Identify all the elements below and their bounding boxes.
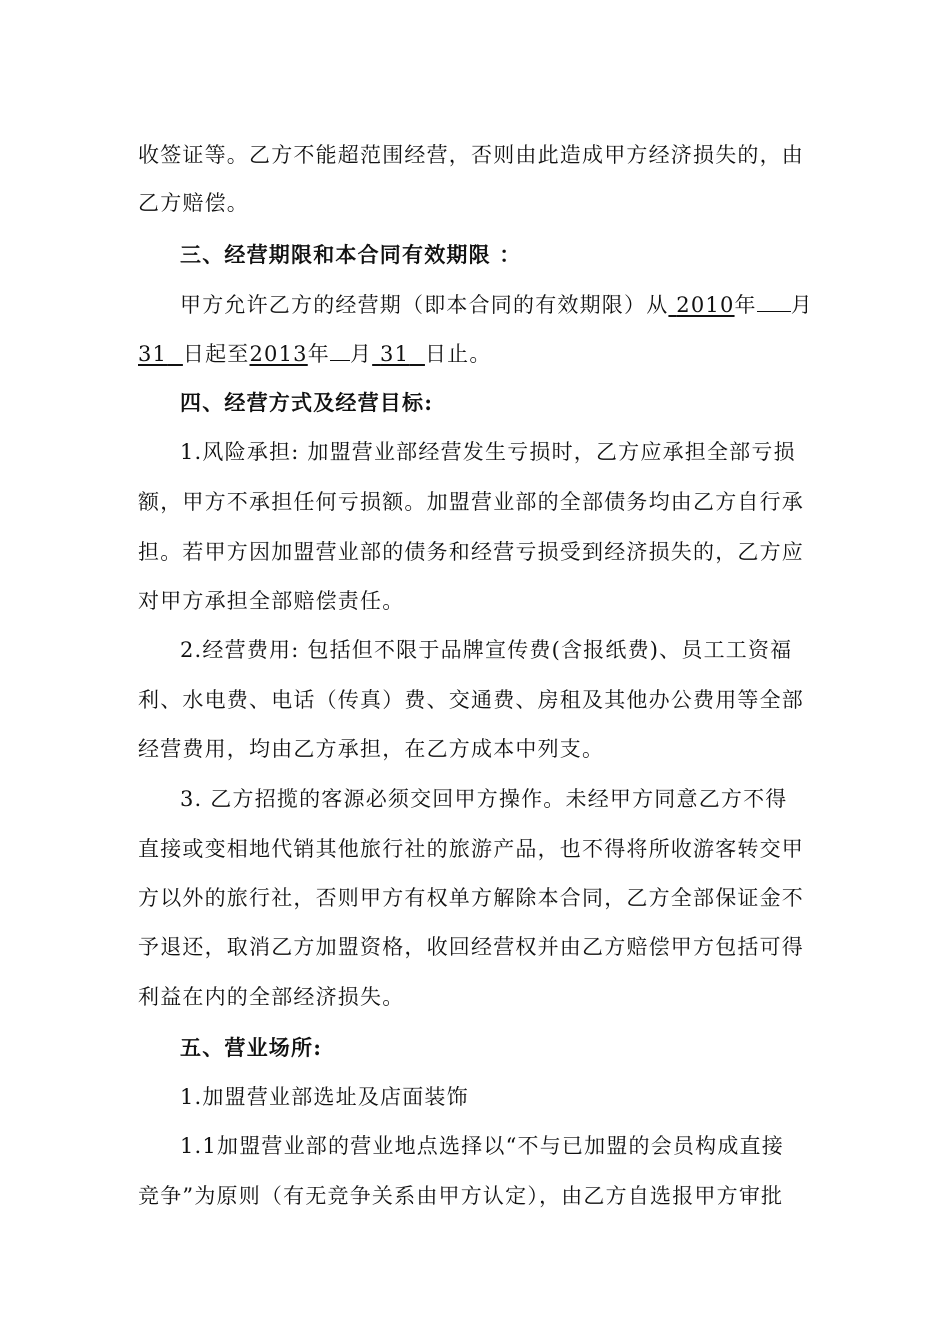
end-day: 31 xyxy=(380,342,410,366)
month-label: 月 xyxy=(349,342,373,366)
paragraph-line: 1.风险承担: 加盟营业部经营发生亏损时，乙方应承担全部亏损 xyxy=(180,440,796,464)
paragraph-line: 额，甲方不承担任何亏损额。加盟营业部的全部债务均由乙方自行承 xyxy=(138,490,804,514)
period-line-1 xyxy=(180,289,818,320)
end-month-blank xyxy=(330,338,350,361)
period-line-2 xyxy=(138,338,818,369)
paragraph-line: 2.经营费用: 包括但不限于品牌宣传费(含报纸费)、员工工资福 xyxy=(180,638,793,662)
start-month-blank xyxy=(757,289,791,312)
paragraph-line: 利、水电费、电话（传真）费、交通费、房租及其他办公费用等全部 xyxy=(138,688,804,712)
paragraph-line: 3. 乙方招揽的客源必须交回甲方操作。未经甲方同意乙方不得 xyxy=(180,787,788,811)
year-label: 年 xyxy=(307,342,330,366)
paragraph-line: 担。若甲方因加盟营业部的债务和经营亏损受到经济损失的，乙方应 xyxy=(138,540,804,564)
from-text: 日起至 xyxy=(182,342,250,366)
paragraph-line: 乙方赔偿。 xyxy=(138,191,249,215)
end-year: 2013 xyxy=(249,342,308,366)
section-heading: 五、营业场所: xyxy=(180,1035,323,1060)
paragraph-line: 对甲方承担全部赔偿责任。 xyxy=(138,589,405,613)
paragraph-line: 1.1加盟营业部的营业地点选择以“不与已加盟的会员构成直接 xyxy=(180,1134,784,1158)
until-text: 日止。 xyxy=(424,342,492,366)
paragraph-line: 直接或变相地代销其他旅行社的旅游产品，也不得将所收游客转交甲 xyxy=(138,837,804,861)
paragraph-line: 利益在内的全部经济损失。 xyxy=(138,985,405,1009)
month-label: 月 xyxy=(790,293,813,317)
paragraph-line: 予退还，取消乙方加盟资格，收回经营权并由乙方赔偿甲方包括可得 xyxy=(138,935,804,959)
period-text: 甲方允许乙方的经营期（即本合同的有效期限）从 xyxy=(180,293,669,317)
paragraph-line: 经营费用，均由乙方承担，在乙方成本中列支。 xyxy=(138,737,605,761)
paragraph-line: 竞争”为原则（有无竞争关系由甲方认定），由乙方自选报甲方审批 xyxy=(138,1184,784,1208)
start-year: 2010 xyxy=(676,293,735,317)
year-label: 年 xyxy=(734,293,757,317)
paragraph-line: 收签证等。乙方不能超范围经营，否则由此造成甲方经济损失的，由 xyxy=(138,143,804,167)
start-day: 31 xyxy=(138,342,168,366)
section-heading: 四、经营方式及经营目标: xyxy=(180,390,434,415)
paragraph-line: 1.加盟营业部选址及店面装饰 xyxy=(180,1085,469,1109)
section-heading: 三、经营期限和本合同有效期限 ： xyxy=(180,242,522,267)
paragraph-line: 方以外的旅行社，否则甲方有权单方解除本合同，乙方全部保证金不 xyxy=(138,886,804,910)
